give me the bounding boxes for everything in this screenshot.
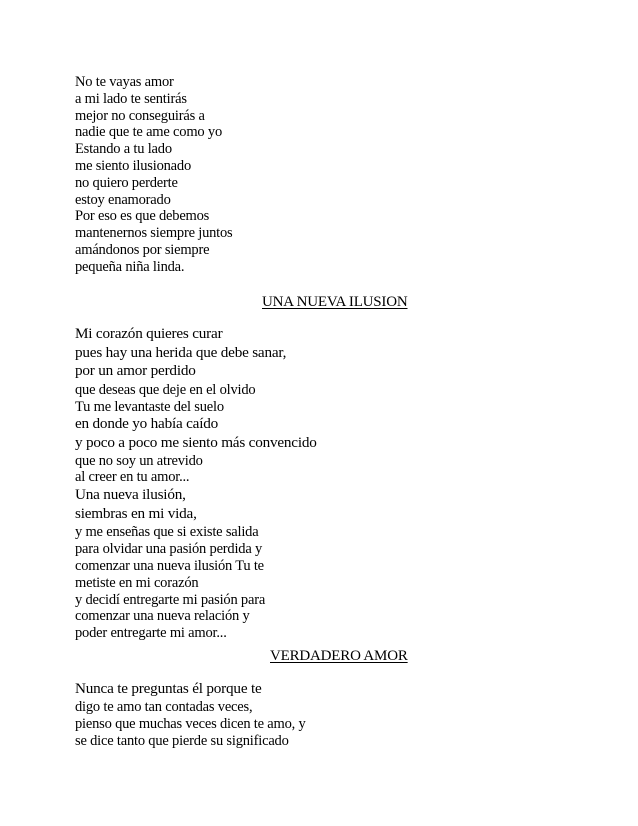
- poem-line: Por eso es que debemos: [75, 208, 210, 225]
- poem-line: comenzar una nueva relación y: [75, 608, 250, 625]
- poem-line: amándonos por siempre: [75, 241, 210, 258]
- poem-line: Estando a tu lado: [75, 141, 172, 158]
- poem-3: [75, 680, 475, 750]
- poem-line: siembras en mi vida,: [75, 504, 197, 522]
- poem-line: que no soy un atrevido: [75, 452, 203, 469]
- poem-line: poder entregarte mi amor...: [75, 625, 227, 642]
- poem-line: en donde yo había caído: [75, 415, 219, 433]
- poem-line: estoy enamorado: [75, 191, 171, 208]
- poem-line: digo te amo tan contadas veces,: [75, 698, 253, 715]
- poem-line: pequeña niña linda.: [75, 258, 185, 275]
- poem-line: comenzar una nueva ilusión Tu te: [75, 557, 264, 574]
- poem-1: [75, 74, 475, 276]
- poem-line: pienso que muchas veces dicen te amo, y: [75, 716, 306, 733]
- poem-line: Tu me levantaste del suelo: [75, 398, 224, 415]
- poem-3-title: VERDADERO AMOR: [270, 648, 408, 664]
- poem-2-title: UNA NUEVA ILUSION: [262, 294, 408, 310]
- poem-line: nadie que te ame como yo: [75, 124, 222, 141]
- poem-line: por un amor perdido: [75, 362, 196, 380]
- poem-line: se dice tanto que pierde su significado: [75, 733, 289, 750]
- poem-line: al creer en tu amor...: [75, 469, 190, 486]
- poem-line: Mi corazón quieres curar: [75, 325, 223, 342]
- poem-line: me siento ilusionado: [75, 157, 192, 174]
- poem-line: mantenernos siempre juntos: [75, 225, 233, 242]
- poem-line: para olvidar una pasión perdida y: [75, 541, 263, 558]
- poem-line: Nunca te preguntas él porque te: [75, 680, 262, 697]
- poem-line: y me enseñas que si existe salida: [75, 524, 259, 541]
- poem-2: [75, 325, 475, 642]
- poem-line: pues hay una herida que debe sanar,: [75, 343, 287, 361]
- poem-line: No te vayas amor: [75, 74, 174, 90]
- poem-line: y poco a poco me siento más convencido: [75, 433, 317, 451]
- poem-line: no quiero perderte: [75, 174, 178, 191]
- poem-line: Una nueva ilusión,: [75, 486, 186, 504]
- poem-line: metiste en mi corazón: [75, 574, 199, 591]
- poem-line: a mi lado te sentirás: [75, 90, 187, 107]
- poem-line: mejor no conseguirás a: [75, 107, 205, 124]
- poem-line: que deseas que deje en el olvido: [75, 381, 256, 398]
- poem-line: y decidí entregarte mi pasión para: [75, 591, 266, 608]
